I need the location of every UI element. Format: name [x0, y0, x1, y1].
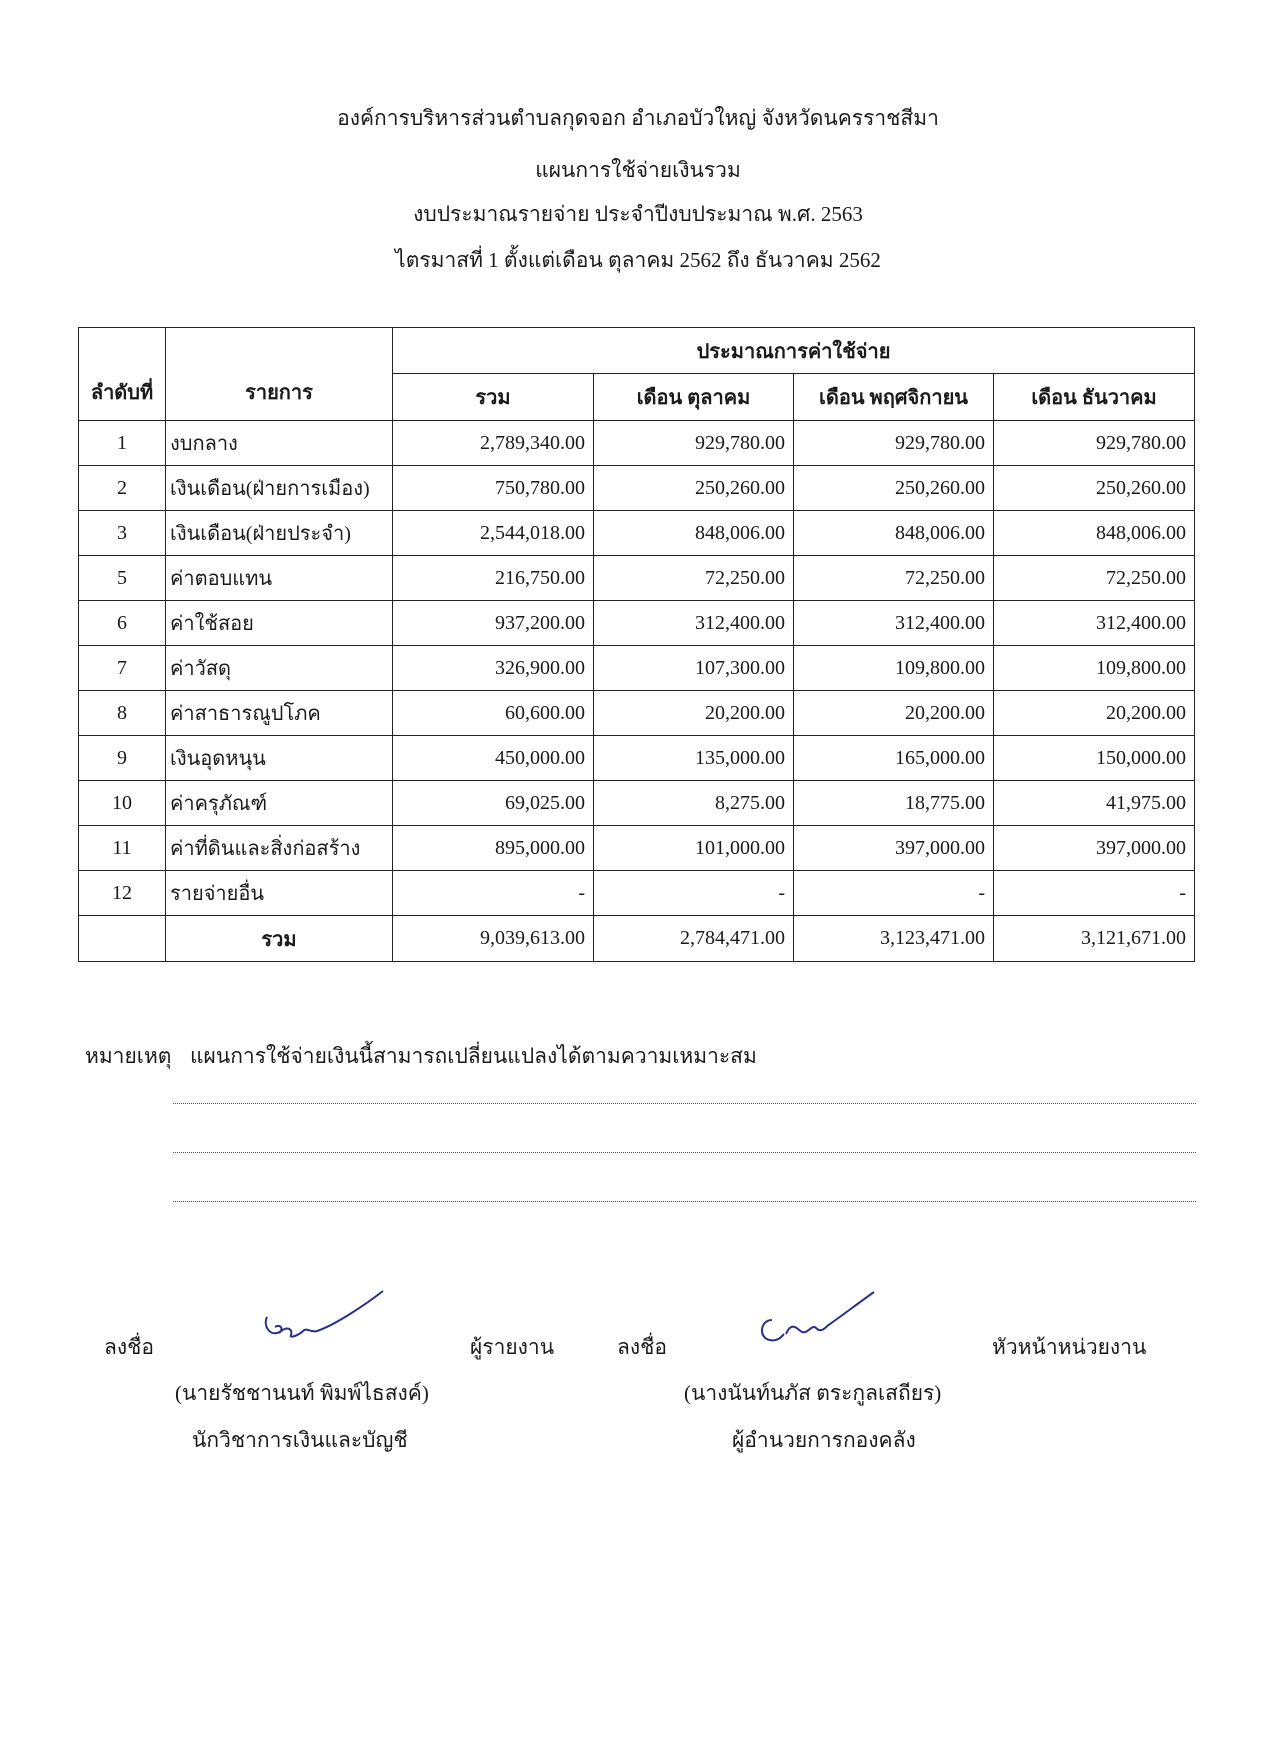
row-total: 60,600.00: [393, 691, 594, 736]
note-text: แผนการใช้จ่ายเงินนี้สามารถเปลี่ยนแปลงได้ตามความเหมาะสม: [190, 1044, 757, 1068]
org-title: องค์การบริหารส่วนตำบลกุดจอก อำเภอบัวใหญ่ จังหวัดนครราชสีมา: [337, 106, 939, 130]
left-signer-position: นักวิชาการเงินและบัญชี: [192, 1428, 408, 1452]
row-october: 848,006.00: [594, 511, 794, 556]
left-sign-label: ลงชื่อ: [104, 1335, 154, 1359]
row-total: 326,900.00: [393, 646, 594, 691]
left-handwritten-signature: [255, 1285, 395, 1355]
row-december: 397,000.00: [994, 826, 1195, 871]
left-signer-name: (นายรัชชานนท์ พิมพ์ไธสงค์): [175, 1381, 429, 1405]
row-december: -: [994, 871, 1195, 916]
table-row: [79, 556, 1195, 601]
row-november: -: [794, 871, 994, 916]
row-item: ค่าวัสดุ: [166, 646, 393, 691]
right-signer-name: (นางนันท์นภัส ตระกูลเสถียร): [684, 1381, 942, 1405]
row-number: 2: [79, 466, 166, 511]
row-total: 2,789,340.00: [393, 421, 594, 466]
row-october: 20,200.00: [594, 691, 794, 736]
row-total: -: [393, 871, 594, 916]
row-total: 2,544,018.00: [393, 511, 594, 556]
row-item: รายจ่ายอื่น: [166, 871, 393, 916]
budget-title: งบประมาณรายจ่าย ประจำปีงบประมาณ พ.ศ. 2563: [413, 202, 863, 226]
row-item: ค่าที่ดินและสิ่งก่อสร้าง: [166, 826, 393, 871]
row-total: 750,780.00: [393, 466, 594, 511]
table-row: [79, 421, 1195, 466]
table-row: [79, 646, 1195, 691]
left-role-label: ผู้รายงาน: [470, 1335, 555, 1359]
header-item: รายการ: [166, 328, 393, 421]
header-october: เดือน ตุลาคม: [594, 374, 794, 421]
row-number: 6: [79, 601, 166, 646]
row-item: เงินเดือน(ฝ่ายการเมือง): [166, 466, 393, 511]
row-november: 109,800.00: [794, 646, 994, 691]
row-total: 450,000.00: [393, 736, 594, 781]
note-dotted-line: [173, 1201, 1196, 1202]
row-item: งบกลาง: [166, 421, 393, 466]
row-november: 18,775.00: [794, 781, 994, 826]
header-november: เดือน พฤศจิกายน: [794, 374, 994, 421]
quarter-title: ไตรมาสที่ 1 ตั้งแต่เดือน ตุลาคม 2562 ถึง ธันวาคม 2562: [395, 248, 881, 272]
row-december: 150,000.00: [994, 736, 1195, 781]
table-row: [79, 691, 1195, 736]
row-item: ค่าสาธารณูปโภค: [166, 691, 393, 736]
table-row: [79, 871, 1195, 916]
row-october: 107,300.00: [594, 646, 794, 691]
total-label: รวม: [166, 916, 393, 962]
row-number: 3: [79, 511, 166, 556]
table-row: [79, 781, 1195, 826]
row-october: 250,260.00: [594, 466, 794, 511]
header-no: ลำดับที่: [79, 328, 166, 421]
note-dotted-line: [173, 1103, 1196, 1104]
total-november: 3,123,471.00: [794, 916, 994, 962]
row-october: 101,000.00: [594, 826, 794, 871]
row-december: 848,006.00: [994, 511, 1195, 556]
row-october: 8,275.00: [594, 781, 794, 826]
table-row: [79, 736, 1195, 781]
total-no-cell: [79, 916, 166, 962]
row-item: ค่าตอบแทน: [166, 556, 393, 601]
row-october: 135,000.00: [594, 736, 794, 781]
row-december: 41,975.00: [994, 781, 1195, 826]
row-december: 72,250.00: [994, 556, 1195, 601]
table-row: [79, 601, 1195, 646]
header-total: รวม: [393, 374, 594, 421]
total-row: [79, 916, 1195, 962]
row-number: 1: [79, 421, 166, 466]
row-november: 165,000.00: [794, 736, 994, 781]
row-number: 7: [79, 646, 166, 691]
row-item: เงินเดือน(ฝ่ายประจำ): [166, 511, 393, 556]
row-december: 312,400.00: [994, 601, 1195, 646]
row-item: ค่าใช้สอย: [166, 601, 393, 646]
expense-plan-table: [78, 327, 1195, 962]
table-row: [79, 466, 1195, 511]
row-october: 72,250.00: [594, 556, 794, 601]
right-handwritten-signature: [752, 1290, 882, 1350]
header-estimate-group: ประมาณการค่าใช้จ่าย: [393, 328, 1195, 374]
row-item: ค่าครุภัณฑ์: [166, 781, 393, 826]
row-item: เงินอุดหนุน: [166, 736, 393, 781]
row-december: 109,800.00: [994, 646, 1195, 691]
header-december: เดือน ธันวาคม: [994, 374, 1195, 421]
right-role-label: หัวหน้าหน่วยงาน: [992, 1335, 1147, 1359]
row-number: 11: [79, 826, 166, 871]
row-december: 20,200.00: [994, 691, 1195, 736]
row-number: 9: [79, 736, 166, 781]
row-november: 20,200.00: [794, 691, 994, 736]
table-row: [79, 826, 1195, 871]
row-november: 929,780.00: [794, 421, 994, 466]
plan-title: แผนการใช้จ่ายเงินรวม: [535, 158, 741, 182]
row-number: 8: [79, 691, 166, 736]
row-december: 929,780.00: [994, 421, 1195, 466]
note-dotted-line: [173, 1152, 1196, 1153]
row-total: 937,200.00: [393, 601, 594, 646]
right-signer-position: ผู้อำนวยการกองคลัง: [732, 1428, 916, 1452]
row-november: 312,400.00: [794, 601, 994, 646]
row-number: 12: [79, 871, 166, 916]
row-october: 312,400.00: [594, 601, 794, 646]
row-october: 929,780.00: [594, 421, 794, 466]
row-number: 10: [79, 781, 166, 826]
right-sign-label: ลงชื่อ: [617, 1335, 667, 1359]
total-december: 3,121,671.00: [994, 916, 1195, 962]
total-october: 2,784,471.00: [594, 916, 794, 962]
note-label: หมายเหตุ: [85, 1044, 172, 1068]
row-total: 895,000.00: [393, 826, 594, 871]
row-total: 69,025.00: [393, 781, 594, 826]
row-november: 397,000.00: [794, 826, 994, 871]
row-november: 250,260.00: [794, 466, 994, 511]
row-total: 216,750.00: [393, 556, 594, 601]
row-november: 848,006.00: [794, 511, 994, 556]
row-october: -: [594, 871, 794, 916]
row-number: 5: [79, 556, 166, 601]
row-december: 250,260.00: [994, 466, 1195, 511]
table-row: [79, 511, 1195, 556]
total-sum: 9,039,613.00: [393, 916, 594, 962]
row-november: 72,250.00: [794, 556, 994, 601]
